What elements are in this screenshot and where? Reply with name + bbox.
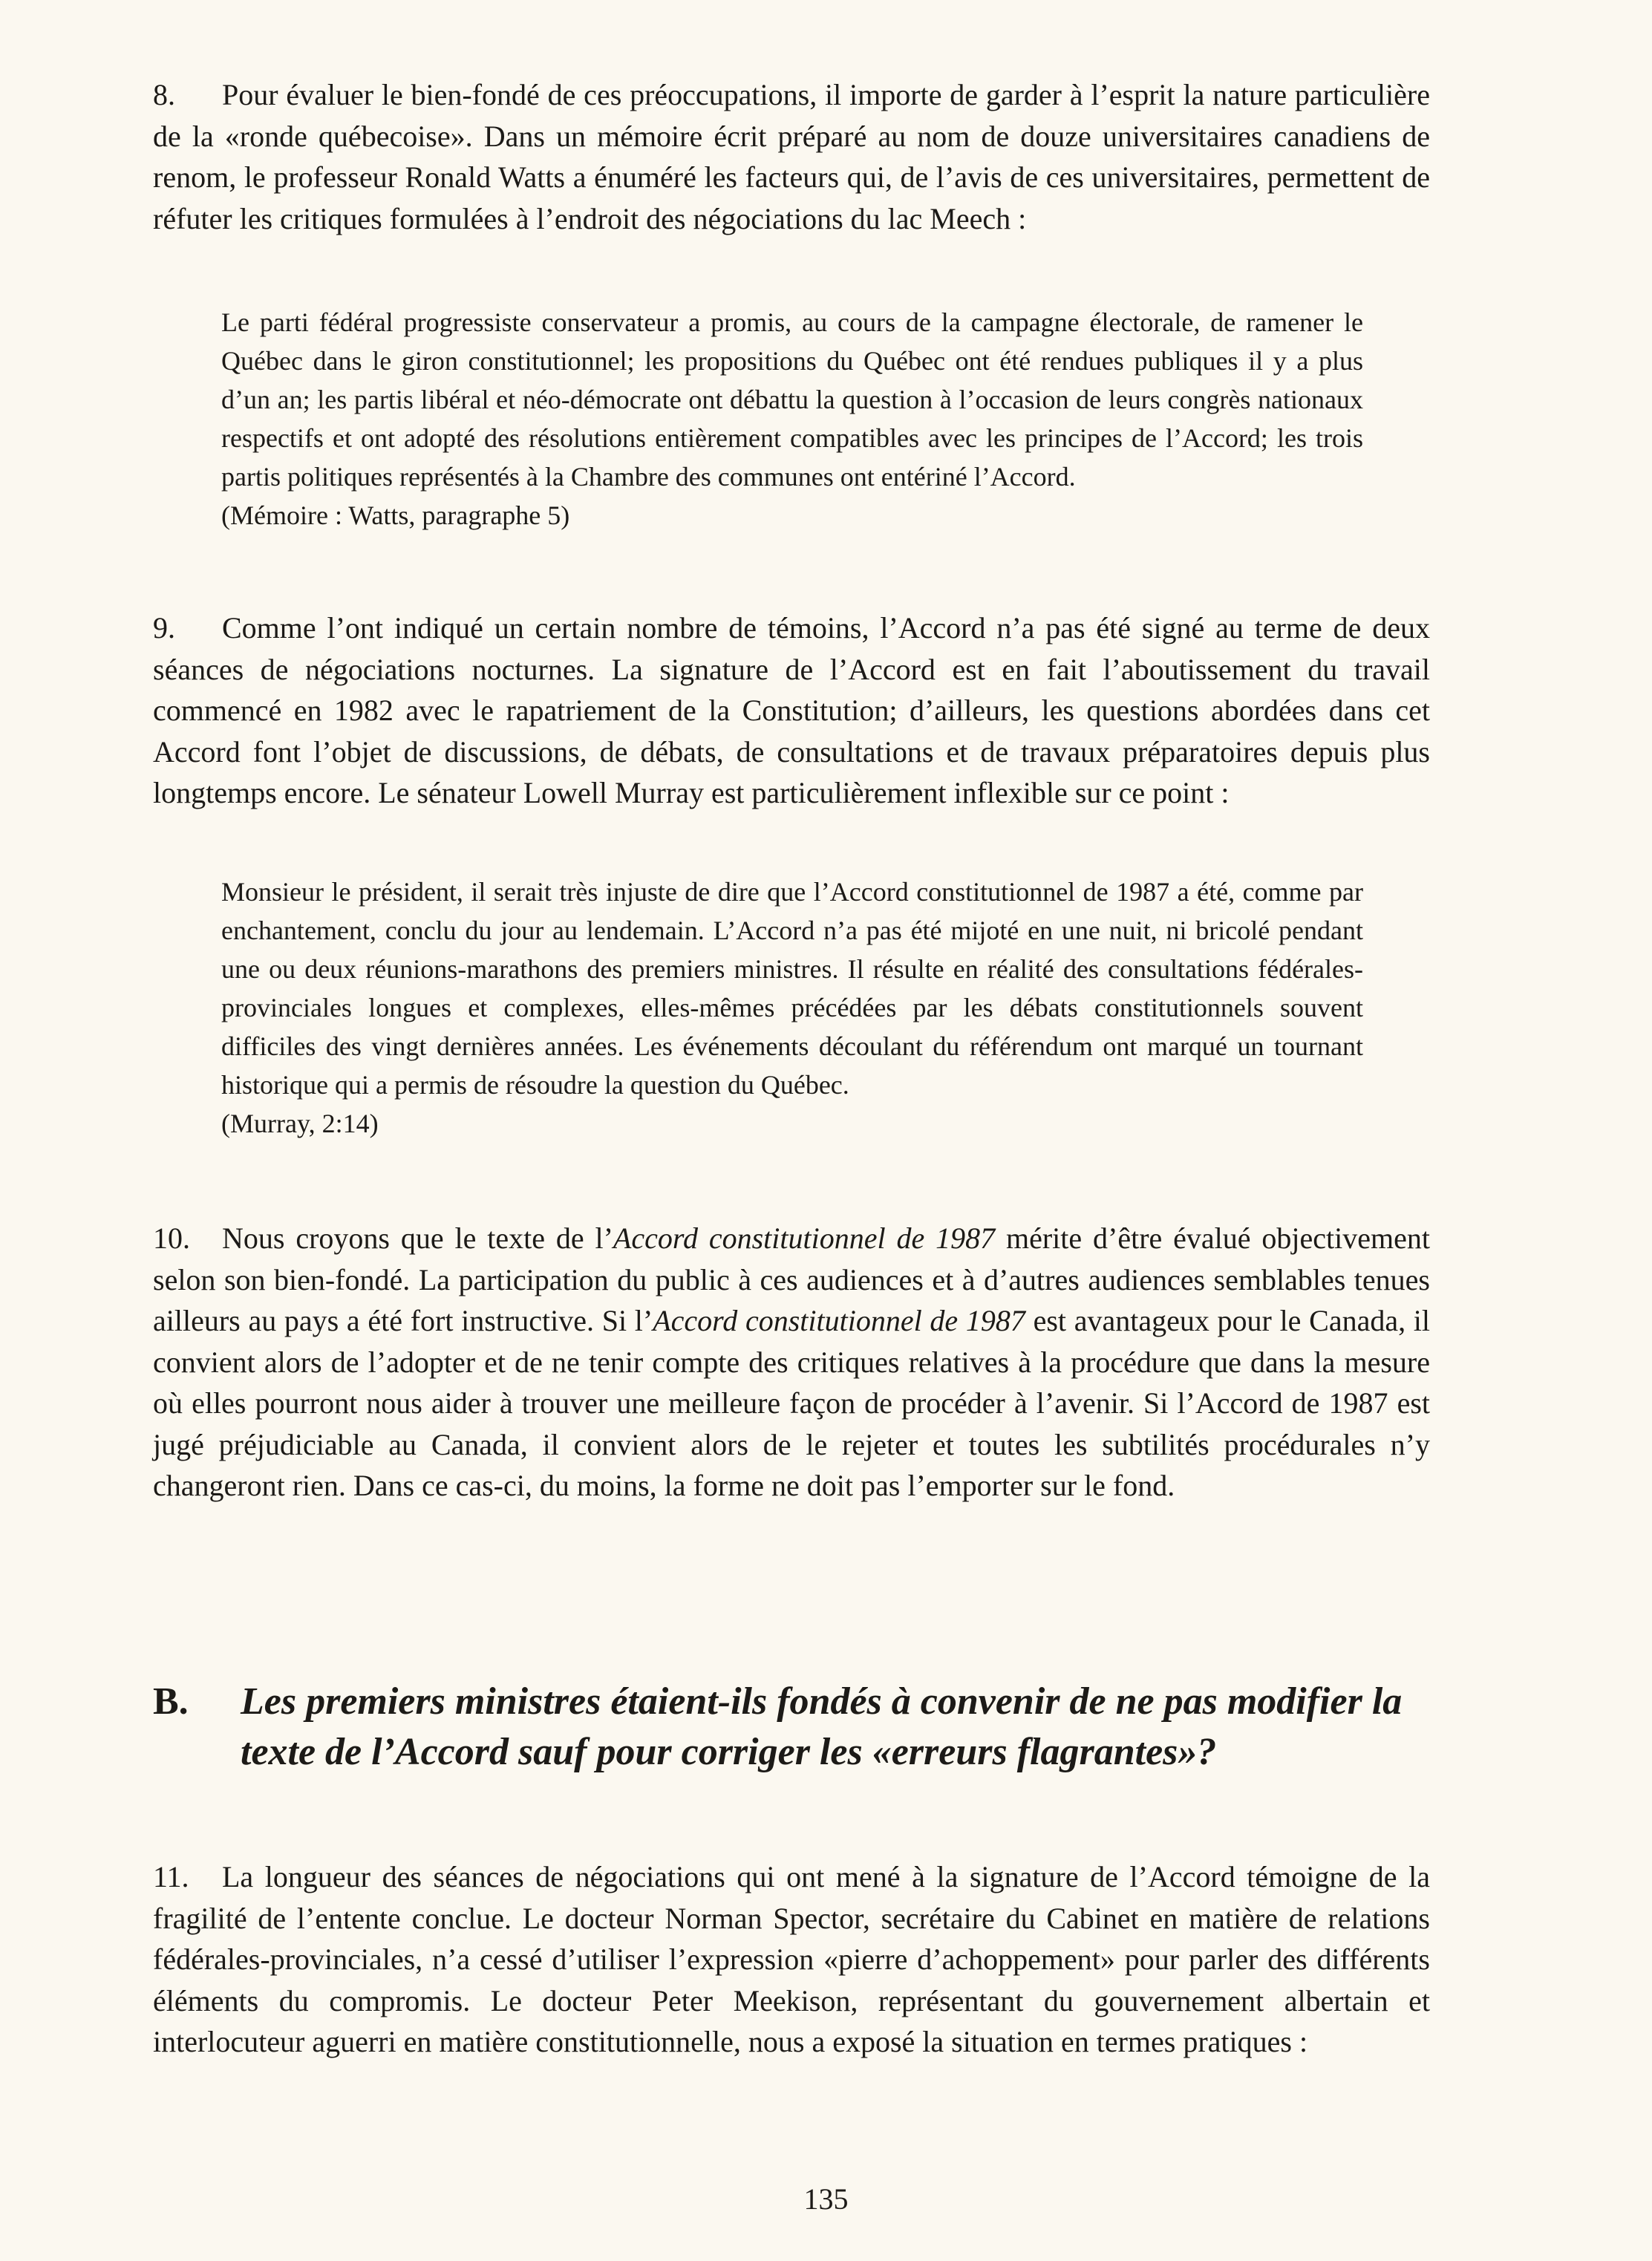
italic-title: Accord constitutionnel de 1987 <box>653 1304 1025 1337</box>
paragraph-9 <box>153 607 1430 814</box>
paragraph-10 <box>153 1218 1430 1507</box>
paragraph-11 <box>153 1856 1430 2063</box>
paragraph-number: 9. <box>153 611 175 645</box>
quote-source: (Murray, 2:14) <box>221 1109 379 1138</box>
paragraph-number: 10. <box>153 1221 190 1255</box>
block-quote-murray <box>221 872 1363 1143</box>
paragraph-text: Comme l’ont indiqué un certain nombre de témoins, l’Accord n’a pas été signé au terme de deux séances de négociations nocturnes. La signature de l’Accord est en fait l’aboutissement du travail commencé en 1982 avec le rapatriement de la Constitution; d’ailleurs, les questions abordées dans cet Accord font l’objet de discussions, de débats, de consultations et de travaux préparatoires depuis plus longtemps encore. Le sénateur Lowell Murray est particulièrement inflexible sur ce point : <box>153 611 1430 809</box>
paragraph-number: 11. <box>153 1860 189 1893</box>
section-title: Les premiers ministres étaient-ils fondés à convenir de ne pas modifier la texte de l’Accord sauf pour corriger les «erreurs flagrantes»? <box>241 1680 1403 1773</box>
paragraph-8 <box>153 74 1430 239</box>
paragraph-number: 8. <box>153 78 175 111</box>
paragraph-text: La longueur des séances de négociations qui ont mené à la signature de l’Accord témoigne de la fragilité de l’entente conclue. Le docteur Norman Spector, secrétaire du Cabinet en matière de relations fédérales-provinciales, n’a cessé d’utiliser l’expression «pierre d’achoppement» pour parler des différents éléments du compromis. Le docteur Peter Meekison, représentant du gouvernement albertain et interlocuteur aguerri en matière constitutionnelle, nous a exposé la situation en termes pratiques : <box>153 1860 1430 2058</box>
italic-title: Accord constitutionnel de 1987 <box>613 1221 996 1255</box>
section-heading-b <box>153 1677 1430 1778</box>
quote-source: (Mémoire : Watts, paragraphe 5) <box>221 500 570 530</box>
paragraph-text: est avantageux pour le Canada, il convient alors de l’adopter et de ne tenir compte des critiques relatives à la procédure que dans la mesure où elles pourront nous aider à trouver une meilleure façon de procéder à l’avenir. Si l’Accord de 1987 est jugé préjudiciable au Canada, il convient alors de le rejeter et toutes les subtilités procédurales n’y changeront rien. Dans ce cas-ci, du moins, la forme ne doit pas l’emporter sur le fond. <box>153 1304 1431 1502</box>
block-quote-watts <box>221 303 1363 535</box>
quote-text: Monsieur le président, il serait très injuste de dire que l’Accord constitutionnel de 1987 a été, comme par enchantement, conclu du jour au lendemain. L’Accord n’a pas été mijoté en une nuit, ni bricolé pendant une ou deux réunions-marathons des premiers ministres. Il résulte en réalité des consultations fédérales-provinciales longues et complexes, elles-mêmes précédées par les débats constitutionnels souvent difficiles des vingt dernières années. Les événements découlant du référendum ont marqué un tournant historique qui a permis de résoudre la question du Québec. <box>221 877 1363 1100</box>
quote-text: Le parti fédéral progressiste conservateur a promis, au cours de la campagne électorale, de ramener le Québec dans le giron constitutionnel; les propositions du Québec ont été rendues publiques il y a plus d’un an; les partis libéral et néo-démocrate ont débattu la question à l’occasion de leurs congrès nationaux respectifs et ont adopté des résolutions entièrement compatibles avec les principes de l’Accord; les trois partis politiques représentés à la Chambre des communes ont entériné l’Accord. <box>221 307 1363 492</box>
section-letter: B. <box>153 1680 189 1723</box>
paragraph-text: Pour évaluer le bien-fondé de ces préoccupations, il importe de garder à l’esprit la nature particulière de la «ronde québecoise». Dans un mémoire écrit préparé au nom de douze universitaires canadiens de renom, le professeur Ronald Watts a énuméré les facteurs qui, de l’avis de ces universitaires, permettent de réfuter les critiques formulées à l’endroit des négociations du lac Meech : <box>153 78 1430 235</box>
paragraph-text: Nous croyons que le texte de l’ <box>222 1221 613 1255</box>
page-number: 135 <box>803 2182 849 2216</box>
paragraph-text: mérite d’être évalué objectivement selon son bien-fondé. La participation du public à ces audiences et à d’autres audiences semblables tenues ailleurs au pays a été fort instructive. Si l’ <box>153 1221 1430 1337</box>
